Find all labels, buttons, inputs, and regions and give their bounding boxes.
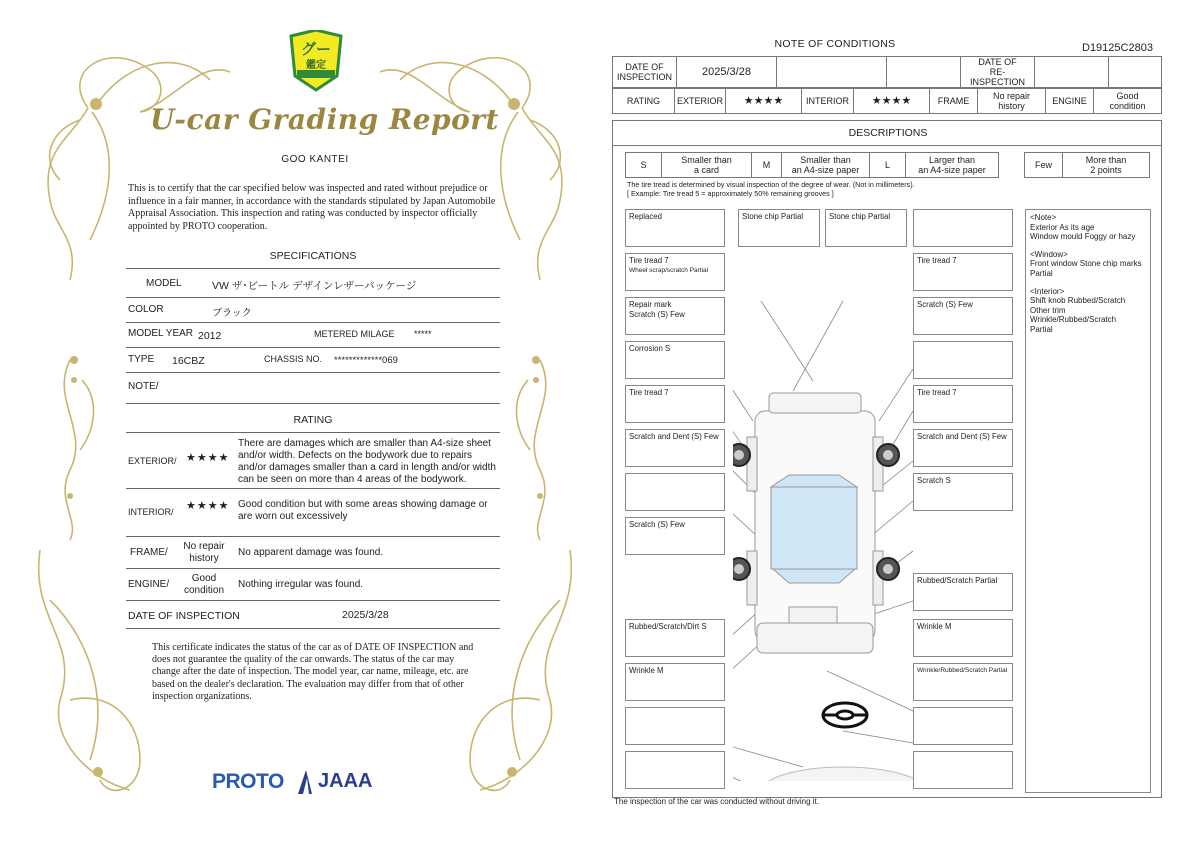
engine-desc: Nothing irregular was found. bbox=[238, 579, 364, 590]
reinspection-l1: DATE OF bbox=[978, 57, 1017, 67]
type-label: TYPE bbox=[128, 354, 155, 365]
rating-heading: RATING bbox=[293, 414, 333, 426]
noc-title: NOTE OF CONDITIONS bbox=[774, 38, 896, 50]
divider bbox=[126, 432, 500, 433]
exterior-label: EXTERIOR/ bbox=[128, 456, 177, 466]
engine-l2: condition bbox=[1109, 101, 1146, 111]
specifications-heading: SPECIFICATIONS bbox=[269, 250, 357, 262]
note-heading: <Note> bbox=[1030, 213, 1057, 222]
divider bbox=[613, 145, 1161, 146]
box-empty bbox=[625, 751, 725, 789]
interior-stars: ★★★★ bbox=[186, 500, 230, 512]
legend-l-l1: Larger than bbox=[928, 155, 976, 165]
chassis-value: *************069 bbox=[334, 355, 398, 366]
certificate-notice: This certificate indicates the status of the car as of DATE OF INSPECTION and does not guarantee the quality of the car onwards. The status of the car may change after the date of inspection. The model year, car name, mileage, etc. are based on the dealer's declaration. The evaluation may differ from that of other inspection organizations. bbox=[152, 642, 474, 702]
box-replaced: Replaced bbox=[625, 209, 725, 247]
proto-logo: PROTO bbox=[212, 770, 284, 793]
legend-few-l2: 2 points bbox=[1090, 165, 1122, 175]
legend-m-l1: Smaller than bbox=[800, 155, 851, 165]
legend-m-l2: an A4-size paper bbox=[791, 165, 860, 175]
box-empty bbox=[913, 341, 1013, 379]
legend-l: L bbox=[870, 153, 906, 178]
model-label: MODEL bbox=[146, 278, 182, 289]
interior-line: Wrinkle/Rubbed/Scratch bbox=[1030, 315, 1117, 325]
spec-row-year bbox=[126, 323, 500, 348]
window-line: Partial bbox=[1030, 268, 1053, 278]
date-of-inspection-l1: DATE OF bbox=[625, 62, 664, 72]
box-tire-rear-right: Tire tread 7 bbox=[913, 385, 1013, 423]
few-legend bbox=[1024, 152, 1150, 178]
model-value: VW ザ･ビートル デザインレザーパッケージ bbox=[212, 280, 417, 292]
window-heading: <Window> bbox=[1030, 249, 1068, 259]
interior-label: INTERIOR bbox=[802, 89, 854, 114]
model-year-value: 2012 bbox=[198, 330, 222, 342]
org-name: GOO KANTEI bbox=[281, 154, 349, 165]
rating-row-interior bbox=[126, 489, 500, 537]
window-line: Front window Stone chip marks bbox=[1030, 259, 1142, 269]
frame-value-line2: history bbox=[189, 553, 219, 564]
engine-label: ENGINE/ bbox=[128, 579, 170, 590]
reinspection-l2: RE-INSPECTION bbox=[969, 67, 1025, 87]
date-of-inspection-value: 2025/3/28 bbox=[677, 57, 777, 88]
box-tire-front-left: Tire tread 7 Wheel scrap/scratch Partial bbox=[625, 253, 725, 291]
rating-label: RATING bbox=[613, 89, 675, 114]
legend-s-l2: a card bbox=[693, 165, 719, 175]
box-rubbed-dirt: Rubbed/Scratch/Dirt S bbox=[625, 619, 725, 657]
milage-value: ***** bbox=[414, 329, 432, 339]
spec-row-note bbox=[126, 373, 500, 404]
date-label: DATE OF INSPECTION bbox=[128, 610, 240, 622]
tire-note-1: The tire tread is determined by visual inspection of the degree of wear. (Not in millimeters). bbox=[627, 180, 915, 189]
vehicle-diagram-icon bbox=[733, 261, 1033, 781]
box-scratch-dent-right: Scratch and Dent (S) Few bbox=[913, 429, 1013, 467]
exterior-stars: ★★★★ bbox=[726, 89, 802, 114]
engine-value-line2: condition bbox=[183, 585, 225, 596]
size-legend bbox=[625, 152, 999, 178]
box-stone-chip-1: Stone chip Partial bbox=[738, 209, 820, 247]
jaaa-emblem-icon bbox=[296, 768, 314, 796]
box-scratch-right: Scratch (S) Few bbox=[913, 297, 1013, 335]
exterior-label: EXTERIOR bbox=[675, 89, 726, 114]
descriptions-box bbox=[612, 120, 1162, 798]
interior-line: Partial bbox=[1030, 324, 1053, 334]
legend-s-l1: Smaller than bbox=[681, 155, 732, 165]
spec-row-color bbox=[126, 298, 500, 323]
box-scratch-s: Scratch S bbox=[913, 473, 1013, 511]
box-stone-chip-2: Stone chip Partial bbox=[825, 209, 907, 247]
box-empty bbox=[913, 209, 1013, 247]
frame-label: FRAME bbox=[930, 89, 978, 114]
interior-line: Other trim bbox=[1030, 305, 1066, 315]
divider bbox=[126, 268, 500, 269]
date-of-inspection-l2: INSPECTION bbox=[616, 72, 672, 82]
rating-row-frame bbox=[126, 537, 500, 569]
document-code: D19125C2803 bbox=[1082, 42, 1153, 54]
box-empty bbox=[913, 707, 1013, 745]
box-empty bbox=[625, 473, 725, 511]
side-notes-panel bbox=[1025, 209, 1151, 793]
certification-statement: This is to certify that the car specified below was inspected and rated without prejudice or influence in a fair manner, in accordance with the standards stipulated by Japan Automobile Appraisal Association. This inspection and rating was conducted by inspector officially appointed by PROTO cooperation. bbox=[128, 183, 496, 232]
type-value: 16CBZ bbox=[172, 355, 205, 367]
box-tire-front-right: Tire tread 7 bbox=[913, 253, 1013, 291]
color-label: COLOR bbox=[128, 304, 164, 315]
box-empty bbox=[625, 707, 725, 745]
box-tire-rear-left: Tire tread 7 bbox=[625, 385, 725, 423]
legend-few-l1: More than bbox=[1085, 155, 1127, 165]
frame-value-line1: No repair bbox=[183, 541, 225, 552]
logo-row bbox=[212, 768, 412, 800]
model-year-label: MODEL YEAR bbox=[128, 328, 194, 339]
color-value: ブラック bbox=[212, 308, 252, 319]
milage-label: METERED MILAGE bbox=[314, 329, 395, 339]
tire-tread-note bbox=[627, 180, 915, 198]
frame-l2: history bbox=[998, 101, 1025, 111]
badge-subtext: 鑑定 bbox=[306, 60, 326, 71]
box-scratch-dent-left: Scratch and Dent (S) Few bbox=[625, 429, 725, 467]
rating-table bbox=[612, 88, 1162, 114]
legend-s: S bbox=[626, 153, 662, 178]
box-scratch-rear: Scratch (S) Few bbox=[625, 517, 725, 555]
inspection-date-table bbox=[612, 56, 1162, 88]
date-value: 2025/3/28 bbox=[342, 609, 389, 621]
box-wrinkle-right: Wrinkle M bbox=[913, 619, 1013, 657]
interior-stars: ★★★★ bbox=[854, 89, 930, 114]
legend-m: M bbox=[752, 153, 782, 178]
frame-desc: No apparent damage was found. bbox=[238, 547, 384, 558]
box-corrosion: Corrosion S bbox=[625, 341, 725, 379]
frame-l1: No repair bbox=[993, 91, 1031, 101]
spec-row-type bbox=[126, 348, 500, 373]
engine-value-line1: Good bbox=[191, 573, 217, 584]
chassis-label: CHASSIS NO. bbox=[264, 354, 323, 364]
note-line: Window mould Foggy or hazy bbox=[1030, 232, 1136, 242]
badge-text: グー bbox=[300, 41, 331, 58]
frame-label: FRAME/ bbox=[130, 547, 168, 558]
exterior-stars: ★★★★ bbox=[186, 452, 230, 464]
interior-heading: <Interior> bbox=[1030, 286, 1065, 296]
engine-l1: Good bbox=[1116, 91, 1139, 101]
interior-desc: Good condition but with some areas showing damage or are worn out excessively bbox=[238, 499, 488, 522]
box-steering: Rubbed/Scratch Partial bbox=[913, 573, 1013, 611]
spec-row-model bbox=[126, 272, 500, 298]
legend-few: Few bbox=[1025, 153, 1063, 178]
date-row bbox=[126, 601, 500, 629]
rating-row-exterior bbox=[126, 434, 500, 489]
exterior-desc: There are damages which are smaller than A4-size sheet and/or width. Defects on the bodywork due to repairs and/or damages smaller than a card in length and/or width can be seen on more than 4 areas of the bodywork. bbox=[238, 438, 496, 485]
rating-row-engine bbox=[126, 569, 500, 601]
legend-l-l2: an A4-size paper bbox=[918, 165, 986, 175]
jaaa-logo: JAAA bbox=[318, 770, 373, 792]
descriptions-heading: DESCRIPTIONS bbox=[848, 127, 928, 139]
box-empty bbox=[913, 751, 1013, 789]
interior-label: INTERIOR/ bbox=[128, 507, 174, 517]
note-line: Exterior As its age bbox=[1030, 222, 1095, 232]
report-title: U-car Grading Report bbox=[150, 103, 499, 136]
note-of-conditions bbox=[610, 0, 1200, 848]
inspection-footnote: The inspection of the car was conducted without driving it. bbox=[614, 797, 819, 806]
note-label: NOTE/ bbox=[128, 381, 159, 392]
box-wrinkle-left: Wrinkle M bbox=[625, 663, 725, 701]
interior-line: Shift knob Rubbed/Scratch bbox=[1030, 296, 1126, 306]
engine-label: ENGINE bbox=[1046, 89, 1094, 114]
tire-note-2: [ Example: Tire tread 5 = approximately 50% remaining grooves ] bbox=[627, 189, 834, 198]
box-wrinkle-rubbed: Wrinkle/Rubbed/Scratch Partial bbox=[913, 663, 1013, 701]
box-repair-mark: Repair mark Scratch (S) Few bbox=[625, 297, 725, 335]
